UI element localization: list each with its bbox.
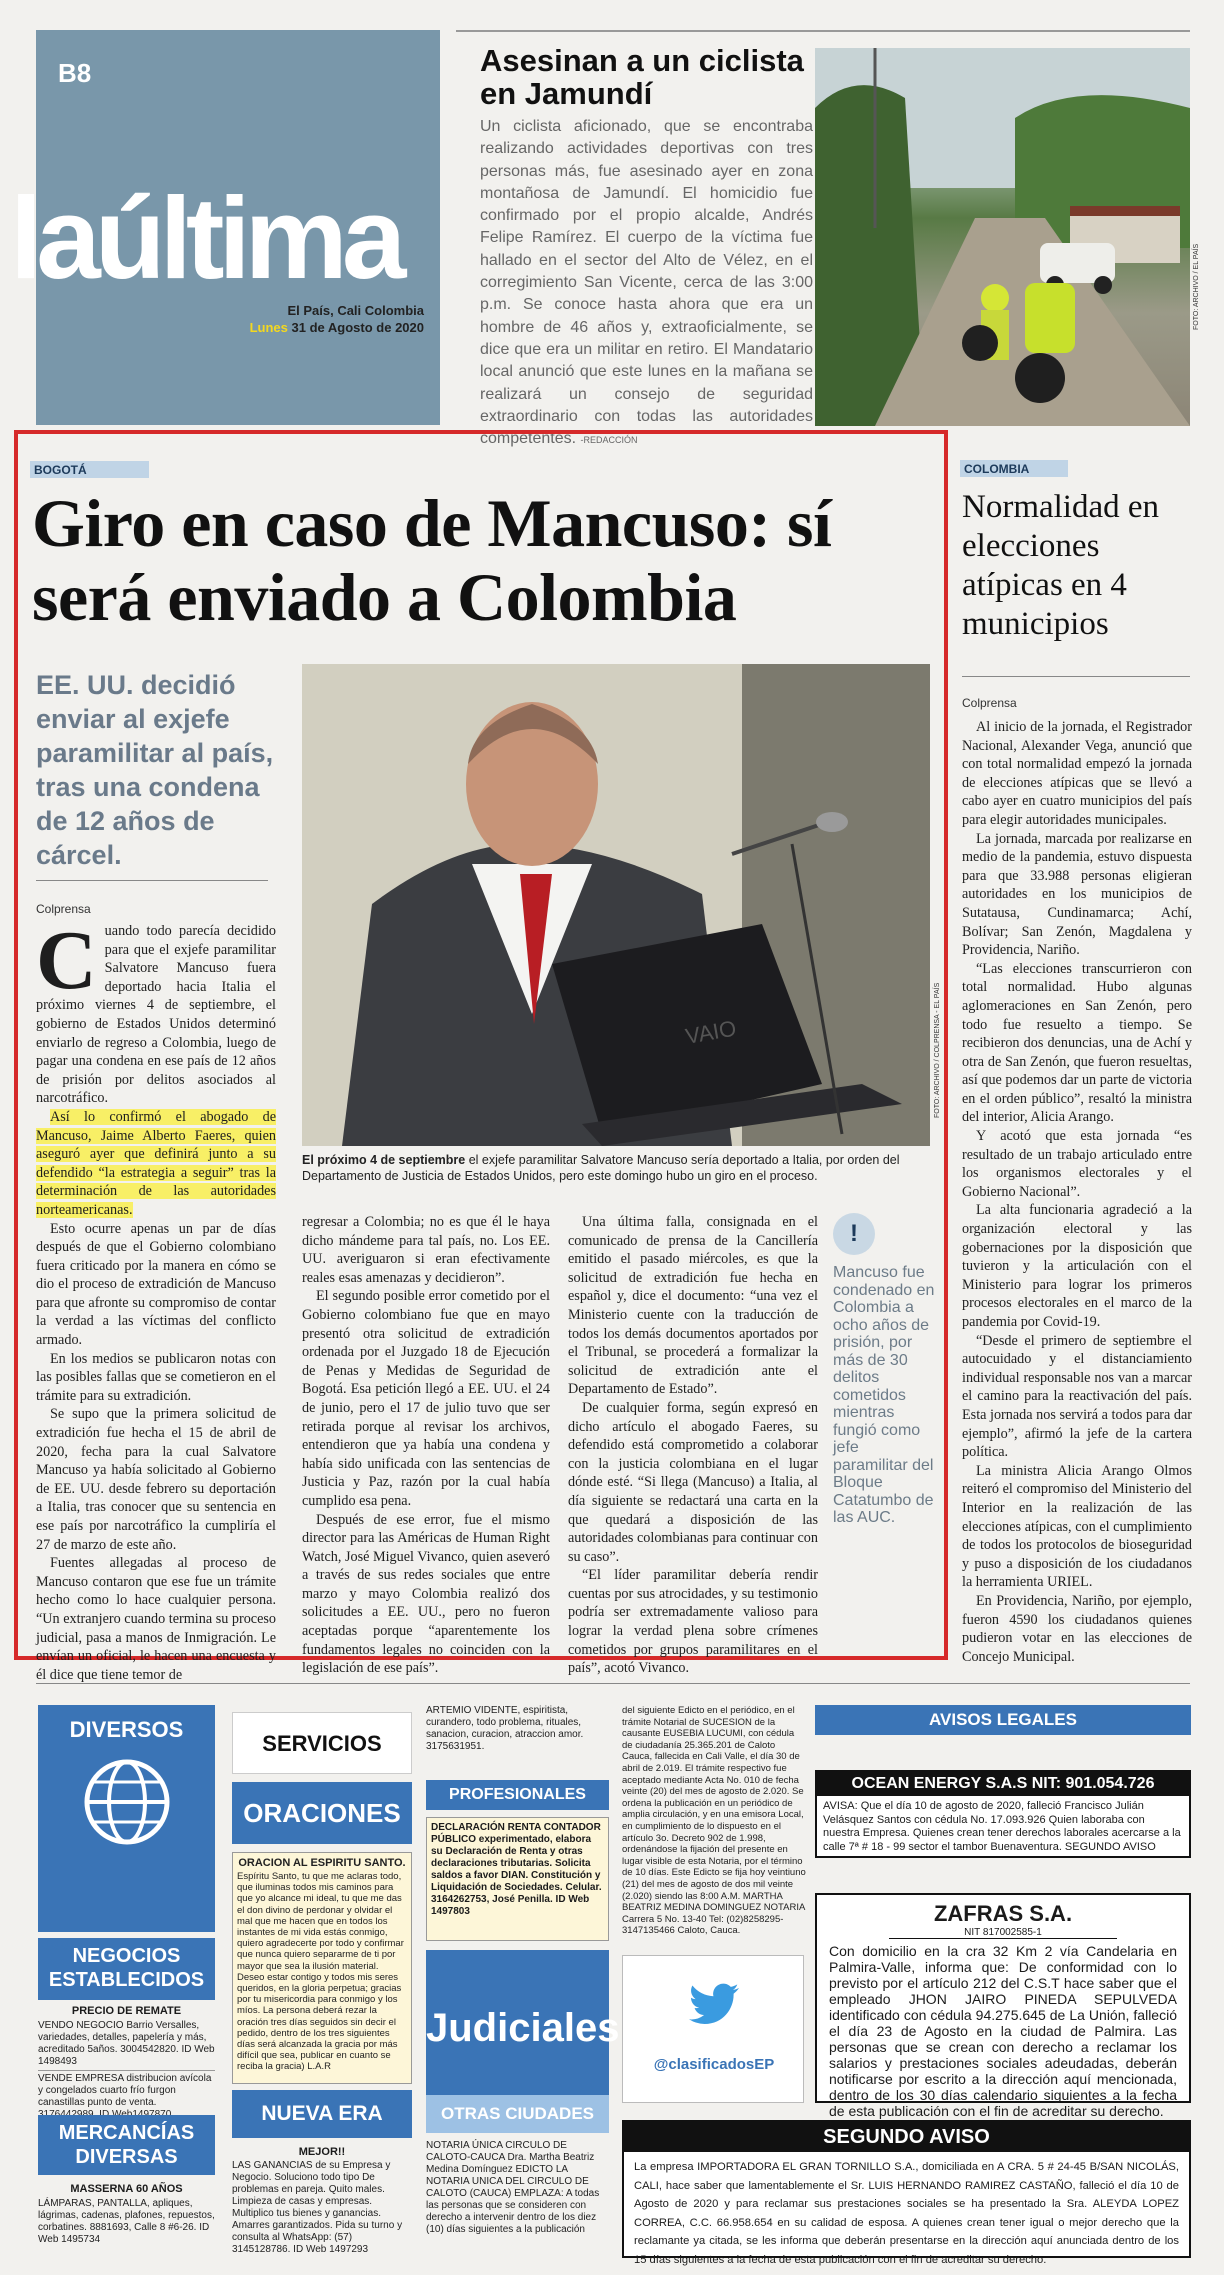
- main-photo-credit: FOTO: ARCHIVO / COLPRENSA - EL PAÍS: [934, 982, 941, 1118]
- paragraph: “Las elecciones transcurrieron con total normalidad. Hubo algunas aglomeraciones en San Zenón, pero todo fue resuelto a tiempo. Se recibieron dos denuncias, una de Achí y otra de San Zenón, que fueron resueltas, así que podemos dar un parte de victoria en el orden público”, resaltó la ministra del interior, Alicia Arango.: [962, 960, 1192, 1126]
- caption-lead: El próximo 4 de septiembre: [302, 1153, 466, 1167]
- ocean-energy-text: AVISA: Que el día 10 de agosto de 2020, falleció Francisco Julián Velásquez Santos con cédula No. 17.093.926 Quien laboraba con nuestra Empresa. Quienes crean tener derechos laborales acercarse a la calle 7ª # 18 - 99 sector el tambor Buenaventura. SEGUNDO AVISO: [823, 1800, 1181, 1853]
- main-story-column-3: [568, 1213, 818, 1678]
- classified-ad: ARTEMIO VIDENTE, espiritista, curandero, todo problema, rituales, sanacion, curacion, atraccion amor. 3175631951.: [426, 1705, 584, 1752]
- top-story-text: Un ciclista aficionado, que se encontraba realizando actividades deportivas con tres personas más, fue asesinado ayer en zona montañosa de Jamundí. El homicidio fue confirmado por el propio alcalde, Andrés Felipe Ramírez. El cuerpo de la víctima fue hallado en el sector del Alto de Vélez, en el corregimiento San Vicente, cerca de las 3:00 p.m. Se conoce hasta ahora que era un hombre de 46 años y, extraoficialmente, se dice que era un militar en retiro. El Mandatario local anunció que este lunes en la mañana se realizará un consejo de seguridad extraordinario con todas las autoridades competentes.: [480, 118, 813, 448]
- twitter-bird-icon: [685, 1976, 743, 2034]
- top-story-headline[interactable]: Asesinan a un ciclista en Jamundí: [480, 43, 804, 111]
- publication-info: [250, 302, 424, 336]
- main-story-headline[interactable]: Giro en caso de Mancuso: sí será enviado a Colombia: [32, 485, 832, 635]
- side-story-kicker: COLOMBIA: [960, 460, 1068, 477]
- page-number: B8: [58, 58, 92, 88]
- top-divider: [456, 30, 1190, 32]
- negocios-ads: [38, 2020, 215, 2121]
- oraciones-banner[interactable]: ORACIONES: [232, 1782, 412, 1844]
- paragraph: El segundo posible error cometido por el Gobierno colombiano fue que en mayo presentó otra solicitud de extradición ordenada por el Juzgado 18 de Ejecución de Penas y Medidas de Seguridad de Bogotá. Esa petición llegó a EE. UU. el 24 de junio, pero el 17 de julio tuvo que ser retirada porque al revisar los archivos, entendieron que ya había una condena y había sido unificada con las sentencias de Justicia y Paz, razón por la cual había cumplido esa pena.: [302, 1288, 550, 1509]
- paragraph: Una última falla, consignada en el comunicado de prensa de la Cancillería emitido el pasado miércoles, es que la solicitud de extradición fue hecha en español y, dice el documento: “una vez el Ministerio cuente con la traducción de todos los demás documentos aportados por el Tribunal, se procederá a formalizar la solicitud de extradición ante el Departamento de Estado”.: [568, 1214, 818, 1398]
- negocios-subtitle: PRECIO DE REMATE: [71, 2005, 182, 2017]
- callout-fact: Mancuso fue condenado en Colombia a ocho años de prisión, por más de 30 delitos cometidos mientras fungió como jefe paramilitar del Bloque Catatumbo de las AUC.: [833, 1264, 935, 1526]
- top-story-photo: [815, 48, 1190, 426]
- classifieds-divider: [36, 1683, 1190, 1684]
- section-title: laúltima: [10, 173, 401, 303]
- side-story-body: [962, 718, 1192, 1666]
- paragraph: La ministra Alicia Arango Olmos reiteró el compromiso del Ministerio del Interior en la realización de las elecciones atípicas, con el cumplimiento de todos los protocolos de bioseguridad y puso a disposición de los ciudadanos la herramienta URIEL.: [962, 1462, 1192, 1591]
- paragraph: Después de ese error, fue el mismo director para las Américas de Human Right Watch, José Miguel Vivanco, quien aseveró a través de sus redes sociales que entre marzo y mayo Colombia realizó dos solicitudes a EE. UU., pero no fueron aceptadas porque “aparentemente los fundamentos legales no coinciden con la legislación de ese país”.: [302, 1511, 550, 1677]
- classified-ad: VENDE EMPRESA distribucion avícola y congelados cuarto frío furgon canastillas punto de venta.: [38, 2070, 215, 2121]
- oracion-title: ORACION AL ESPIRITU SANTO.: [238, 1857, 406, 1869]
- servicios-banner[interactable]: SERVICIOS: [232, 1712, 412, 1774]
- twitter-handle[interactable]: @clasificadosEP: [653, 2056, 775, 2073]
- diversos-banner[interactable]: [38, 1705, 215, 1932]
- paragraph: “El líder paramilitar debería rendir cuentas por sus atrocidades, y su testimonio podría ser extremadamente valioso para lograr la verdad plena sobre crímenes cometidos por grupos paramilitares en el país”, acotó Vivanco.: [568, 1567, 818, 1677]
- top-story-body: [480, 116, 813, 451]
- contador-ad: DECLARACIÓN RENTA CONTADOR PÚBLICO experimentado, elabora su Declaración de Renta y otras declaraciones tributarias. Solicita saldos a favor DIAN. Constitución y Liquidación de Sociedades. Celular. 3164262753, José Penilla. ID Web 1497803: [426, 1817, 609, 1941]
- mercancias-banner[interactable]: MERCANCÍAS DIVERSAS: [38, 2115, 215, 2175]
- publication-date: 31 de Agosto de 2020: [291, 320, 424, 335]
- negocios-banner[interactable]: NEGOCIOS ESTABLECIDOS: [38, 1938, 215, 2000]
- twitter-promo[interactable]: [622, 1955, 804, 2103]
- paragraph: regresar a Colombia; no es que él le haya dicho mándeme para tal país, no. Los EE. UU. averiguaron si eran efectivamente reales esas amenazas y decidieron”.: [302, 1214, 550, 1286]
- zafras-text: Con domicilio en la cra 32 Km 2 vía Candelaria en Palmira-Valle, informa que: De conformidad con lo previsto por el artículo 212 del C.S.T hace saber que el empleado JHON JAIRO PINEDA SEPULVEDA identificado con cédula 94.275.645 de La Unión, falleció el día 23 de Agosto en la ciudad de Palmira. Las personas que se crean con derecho a reclamar los salarios y prestaciones sociales adeudadas, deberán notificarse por escrito a la dirección aquí mencionada, dentro de los 30 días calendario siguientes a la fecha de esta publicación con el fin de acreditar su derecho.: [829, 1943, 1177, 2119]
- notaria-ad: NOTARIA ÚNICA CIRCULO DE CALOTO-CAUCA Dra. Martha Beatriz Medina Domínguez EDICTO LA NOTARIA UNICA DEL CIRCULO DE CALOTO (CAUCA) EMPLAZA: A todas las personas que se consideren con derecho a intervenir dentro de los diez (10) días siguientes a la publicación: [426, 2140, 600, 2235]
- subhead-divider: [36, 880, 268, 881]
- oracion-ad: [232, 1852, 412, 2084]
- classified-ad: LAS GANANCIAS de su Empresa y Negocio. Soluciono todo tipo De problemas en pareja. Quito males. Limpieza de casas y empresas. Multiplico tus bienes y ganancias. Amarres garantizados. Pida su turno y consulta al WhatsApp: (57) 3145128786. ID Web 1497293: [232, 2160, 403, 2255]
- exclamation-icon: !: [833, 1213, 875, 1255]
- main-photo-caption: [302, 1152, 930, 1184]
- diversos-title: DIVERSOS: [69, 1717, 184, 1742]
- paragraph: En Providencia, Nariño, por ejemplo, fueron 4590 los ciudadanos quienes pudieron votar en las elecciones de Concejo Municipal.: [962, 1592, 1192, 1665]
- mancuso-photo: [302, 664, 930, 1146]
- publication-name: El País, Cali Colombia: [287, 303, 424, 318]
- side-story-source: Colprensa: [962, 696, 1017, 710]
- zafras-notice: [815, 1893, 1191, 2119]
- otras-ciudades-banner[interactable]: OTRAS CIUDADES: [426, 2095, 609, 2133]
- zafras-nit: NIT 817002585-1: [889, 1927, 1117, 1939]
- judiciales-banner[interactable]: [426, 1950, 620, 2095]
- paragraph: Fuentes allegadas al proceso de Mancuso contaron que ese fue un trámite hecho como lo hace cualquier persona. “Un extranjero cuando termina su proceso judicial, pasa a manos de Inmigración. Le envían un oficial, le hacen una encuesta y él dice que tiene temor de: [36, 1555, 276, 1683]
- top-story-credit: -REDACCIÓN: [580, 435, 638, 446]
- police-motorcycles-illustration: [815, 48, 1190, 426]
- edicto-ad: del siguiente Edicto en el periódico, en el trámite Notarial de SUCESION de la causante EUSEBIA LUCUMI, con cédula de ciudadanía 25.365.201 de Caloto Cauca, fallecida en Cali Valle, el día 30 de abril de 2.019. El trámite respectivo fue aceptado mediante Acta No. 010 de fecha veinte (20) del mes de agosto de 2.020. Se ordena la publicación en un periódico de amplia circulación, y en una emisora Local, en cumplimiento de lo dispuesto en el artículo 3o. Decreto 902 de 1.998, ordenándose la fijación del presente en lugar visible de esta Notaria, por el término de 10 días. Este Edicto se fija hoy veintiuno (21) del mes de agosto de dos mil veinte (2.020) siendo las 8:00 A.M. MARTHA BEATRIZ MEDINA DOMINGUEZ NOTARIA Carrera 5 No. 13-40 Tel: (02)8258295-3147135466 Caloto, Cauca.: [622, 1705, 806, 1937]
- oracion-text: Espíritu Santo, tu que me aclaras todo, que iluminas todos mis caminos para que yo alcance mi ideal, tu que me das el don divino de perdonar y olvidar el mal que me hacen que en todos los instantes de mi vida estás conmigo, quiero agradecerte por todo y confirmar que nunca quiero separarme de ti por mayor que sea la ilusión material. Deseo estar contigo y todos mis seres queridos, en la gloria perpetua; gracias por tu misericordia para conmigo y los míos. La persona deberá rezar la oración tres días seguidos sin decir el pedido, dentro de los tres siguientes días será alcanzada la gracia por más difícil que sea, publicar en cuanto se reciba la gracia) L.A.R: [237, 1871, 404, 2073]
- ocean-energy-title: OCEAN ENERGY S.A.S NIT: 901.054.726: [817, 1772, 1189, 1796]
- paragraph: Y acotó que esta jornada “es resultado de un trabajo articulado entre los organismos electorales y el Gobierno Nacional”.: [962, 1128, 1192, 1200]
- classified-ad: VENDO NEGOCIO Barrio Versalles, variedades, detalles, papelería y más, acreditado 5años. 3004542820. ID Web 1498493: [38, 2020, 215, 2067]
- segundo-aviso-title: SEGUNDO AVISO: [624, 2122, 1189, 2152]
- paragraph: La alta funcionaria agradeció a la organización electoral y las gobernaciones por la disposición que tuvieron y la articulación con el Ministerio para lograr los primeros procesos electorales en el marco de la pandemia por Covid-19.: [962, 1202, 1192, 1330]
- highlighted-paragraph: Así lo confirmó el abogado de Mancuso, Jaime Alberto Faeres, quien aseguró ayer que definirá junto a su defendido “la estrategia a seguir” tras la determinación de las autoridades norteamericanas.: [36, 1108, 276, 1218]
- man-with-laptop-illustration: [302, 664, 930, 1146]
- main-story-source: Colprensa: [36, 902, 91, 916]
- classified-ad: LÁMPARAS, PANTALLA, apliques, lágrimas, cadenas, plafones, repuestos, corbatines. 8881693, Calle 8 #6-26. ID Web 1495734: [38, 2198, 215, 2245]
- top-photo-credit: FOTO: ARCHIVO / EL PAÍS: [1193, 243, 1200, 330]
- judiciales-title: Judiciales: [426, 2006, 620, 2050]
- mercancias-subtitle: MASSERNA 60 AÑOS: [70, 2183, 183, 2195]
- segundo-aviso-notice: [622, 2120, 1191, 2266]
- ocean-energy-notice: [815, 1770, 1191, 1858]
- paragraph: Al inicio de la jornada, el Registrador Nacional, Alexander Vega, anunció que con total normalidad empezó la jornada de elecciones atípicas que se llevó a cabo ayer en cuatro municipios del país para elegir autoridades municipales.: [962, 719, 1192, 828]
- side-divider: [962, 676, 1190, 677]
- main-story-kicker: BOGOTÁ: [30, 461, 149, 478]
- zafras-title: ZAFRAS S.A.: [933, 1901, 1073, 1926]
- main-story-column-2: [302, 1213, 550, 1678]
- svg-text:VAIO: VAIO: [683, 1015, 739, 1049]
- avisos-legales-banner[interactable]: AVISOS LEGALES: [815, 1705, 1191, 1735]
- caption-text: el exjefe paramilitar Salvatore Mancuso sería deportado a Italia, por orden del Departamento de Justicia de Estados Unidos, pero este domingo hubo un giro en el proceso.: [302, 1153, 900, 1183]
- paragraph: Se supo que la primera solicitud de extradición fue hecha el 15 de abril de 2020, fecha para la cual Salvatore Mancuso ya había solicitado al Gobierno de EE. UU. desde febrero su deportación a Italia, tras conocer que su sentencia en ese país por narcotráfico la cumpliría el 27 de marzo de este año.: [36, 1406, 276, 1553]
- main-story-subhead: EE. UU. decidió enviar al exjefe paramilitar al país, tras una condena de 12 años de cárcel.: [36, 670, 274, 870]
- section-masthead: [10, 30, 440, 425]
- paragraph: En los medios se publicaron notas con las posibles fallas que se cometieron en el trámite para su extradición.: [36, 1350, 276, 1404]
- globe-icon: [84, 1759, 170, 1845]
- profesionales-banner[interactable]: PROFESIONALES: [426, 1780, 609, 1810]
- mejor-title: MEJOR!!: [298, 2146, 346, 2158]
- nueva-era-banner[interactable]: NUEVA ERA: [232, 2090, 412, 2138]
- segundo-aviso-text: La empresa IMPORTADORA EL GRAN TORNILLO S.A., domiciliada en A CRA. 5 # 24-45 B/SAN NICOLÁS, CALI, hace saber que lamentablemente el Sr. LUIS HERNANDO RAMIREZ CASTAÑO, falleció el día 10 de Agosto de 2020 y para reclamar sus prestaciones sociales se ha presentado la Sra. ALEYDA LOPEZ CORREA, C.C. 66.958.654 en su calidad de esposa. A quienes crean tener igual o mejor derecho que la reclamante ya citada, se les informa que deberán presentarse en la dirección aquí anunciada dentro de los 15 días siguientes a la fecha de esta publicación con el fin de acreditar su derecho.: [634, 2161, 1179, 2266]
- main-story-column-1: [36, 914, 276, 1684]
- side-story-headline[interactable]: Normalidad en elecciones atípicas en 4 municipios: [962, 489, 1160, 642]
- drop-cap: C: [36, 914, 97, 1007]
- paragraph: uando todo parecía decidido para que el exjefe paramilitar Salvatore Mancuso fuera deportado hacia Italia el próximo viernes 4 de septiembre, el gobierno de Estados Unidos determinó enviarlo de regreso a Colombia, luego de pagar una condena en ese país de 12 años de prisión por delitos asociados al narcotráfico.: [36, 923, 276, 1107]
- paragraph: La jornada, marcada por realizarse en medio de la pandemia, estuvo dispuesta para que 33.988 personas eligieran autoridades en los municipios de Sutatausa, Cundinamarca; Achí, Bolívar; San Zenón, Magdalena y Providencia, Nariño.: [962, 830, 1192, 959]
- publication-day: Lunes: [249, 320, 288, 335]
- paragraph: “Desde el primero de septiembre el autocuidado y el distanciamiento individual responsable nos van a marcar el camino para la reactivación del país. Esta jornada nos servirá a todos para dar ejemplo”, afirmó la jefe de la cartera política.: [962, 1332, 1192, 1461]
- paragraph: Esto ocurre apenas un par de días después de que el Gobierno colombiano fuera criticado por la manera en cómo se dio el proceso de extradición de Mancuso para que afronte su compromiso de contar la verdad a las víctimas del conflicto armado.: [36, 1220, 276, 1349]
- paragraph: De cualquier forma, según expresó en dicho artículo el abogado Faeres, su defendido está comprometido a colaborar con la justicia colombiana en el lugar dónde esté. “Si llega (Mancuso) a Italia, al día siguiente se redactará una carta en la que quedará a disposición de las autoridades colombianas para continuar con su caso”.: [568, 1399, 818, 1565]
